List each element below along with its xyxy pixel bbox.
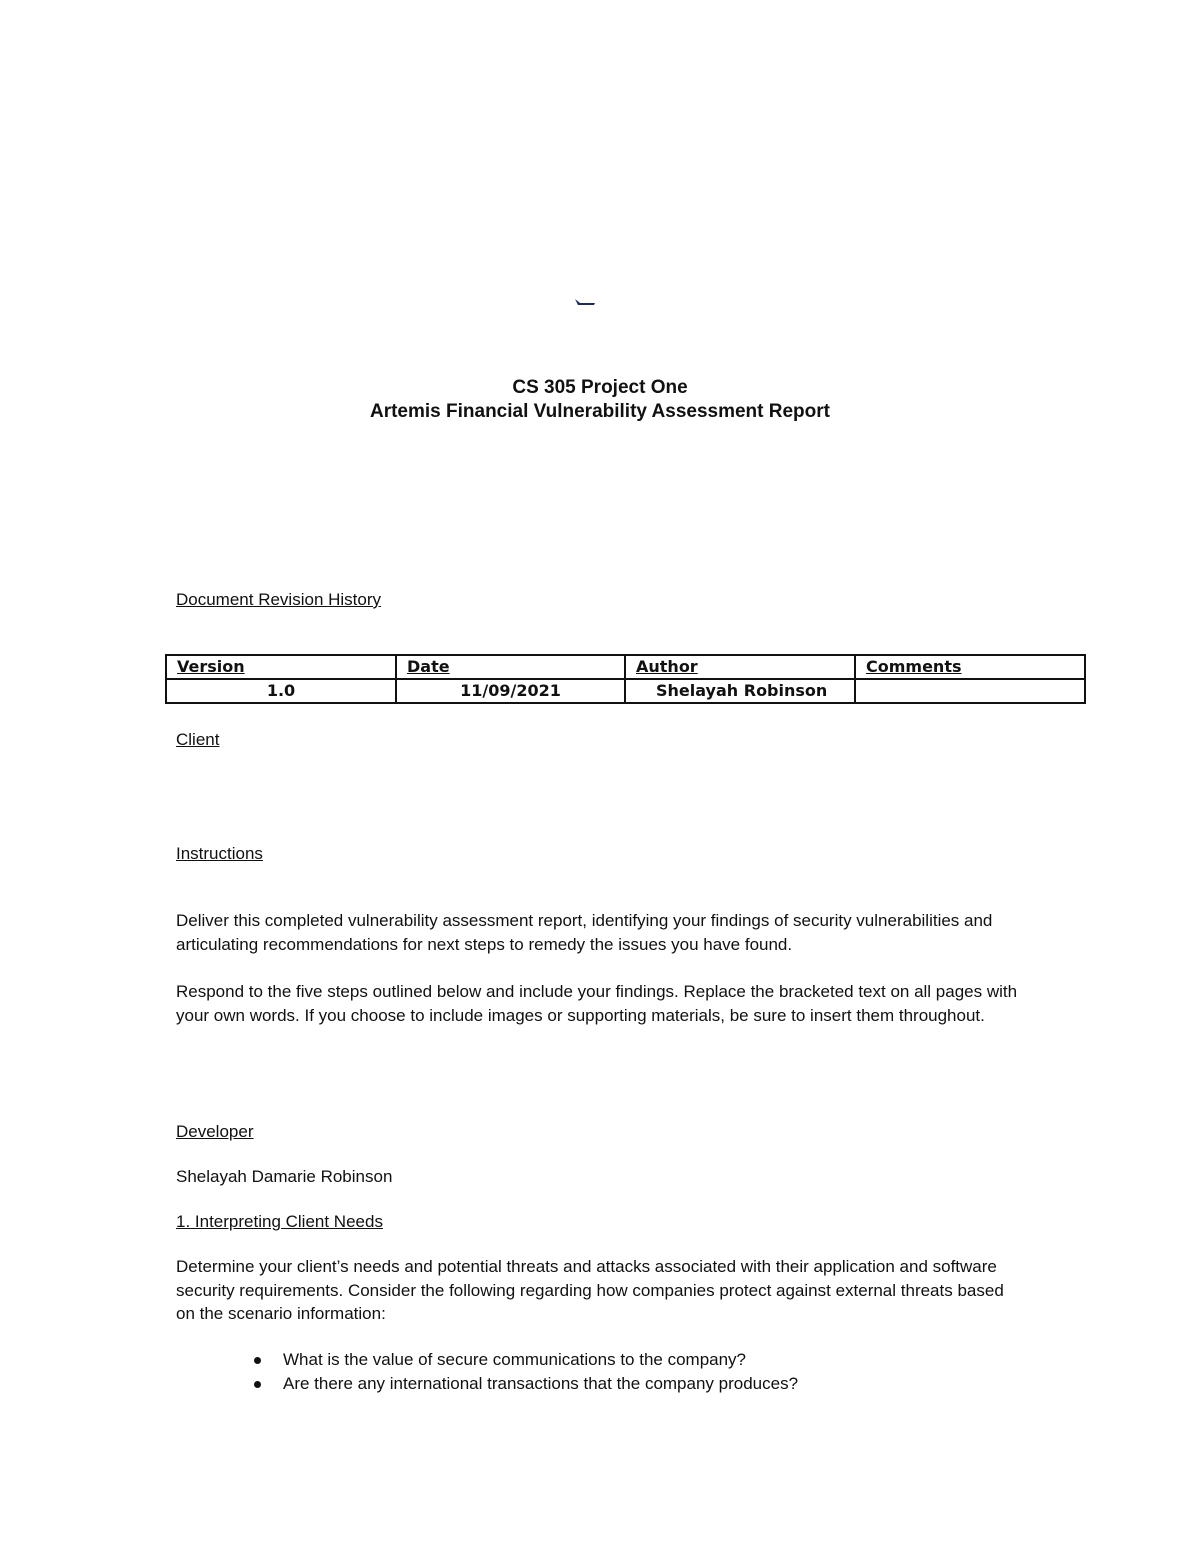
instructions-paragraph-1: Deliver this completed vulnerability assessment report, identifying your findings of security vulnerabilities and articulating recommendations for next steps to remedy the issues you have found. (176, 911, 993, 954)
column-header-comments: Comments (855, 655, 1085, 679)
table-row (166, 679, 1085, 703)
table-header-row (166, 655, 1085, 679)
list-item (176, 1348, 1026, 1372)
developer-heading: Developer (176, 1122, 254, 1141)
revision-history-table (165, 654, 1086, 704)
section-1-bullet-list (176, 1348, 1026, 1396)
cell-author: Shelayah Robinson (625, 679, 855, 703)
cell-version: 1.0 (166, 679, 396, 703)
cell-date: 11/09/2021 (396, 679, 625, 703)
instructions-heading: Instructions (176, 844, 263, 863)
list-item-text: Are there any international transactions that the company produces? (283, 1374, 799, 1393)
logo-mark-icon (574, 298, 596, 306)
section-1-paragraph: Determine your client’s needs and potential threats and attacks associated with their application and software security requirements. Consider the following regarding how companies protect against external threats based on the scenario information: (176, 1257, 1004, 1323)
bullet-dot-icon (254, 1357, 261, 1364)
developer-name: Shelayah Damarie Robinson (176, 1167, 393, 1186)
list-item (176, 1372, 1026, 1396)
column-header-date: Date (396, 655, 625, 679)
cell-comments (855, 679, 1085, 703)
document-title (0, 376, 1200, 424)
column-header-author: Author (625, 655, 855, 679)
section-1-heading: 1. Interpreting Client Needs (176, 1212, 383, 1231)
title-line-1: CS 305 Project One (512, 377, 688, 398)
list-item-text: What is the value of secure communications to the company? (283, 1350, 747, 1369)
revision-history-heading: Document Revision History (176, 590, 382, 609)
instructions-paragraph-2: Respond to the five steps outlined below and include your findings. Replace the bracketed text on all pages with your own words. If you choose to include images or supporting materials, be sure to insert them throughout. (176, 982, 1018, 1025)
column-header-version: Version (166, 655, 396, 679)
title-line-2: Artemis Financial Vulnerability Assessment Report (369, 401, 830, 422)
bullet-dot-icon (254, 1381, 261, 1388)
client-heading: Client (176, 730, 220, 749)
